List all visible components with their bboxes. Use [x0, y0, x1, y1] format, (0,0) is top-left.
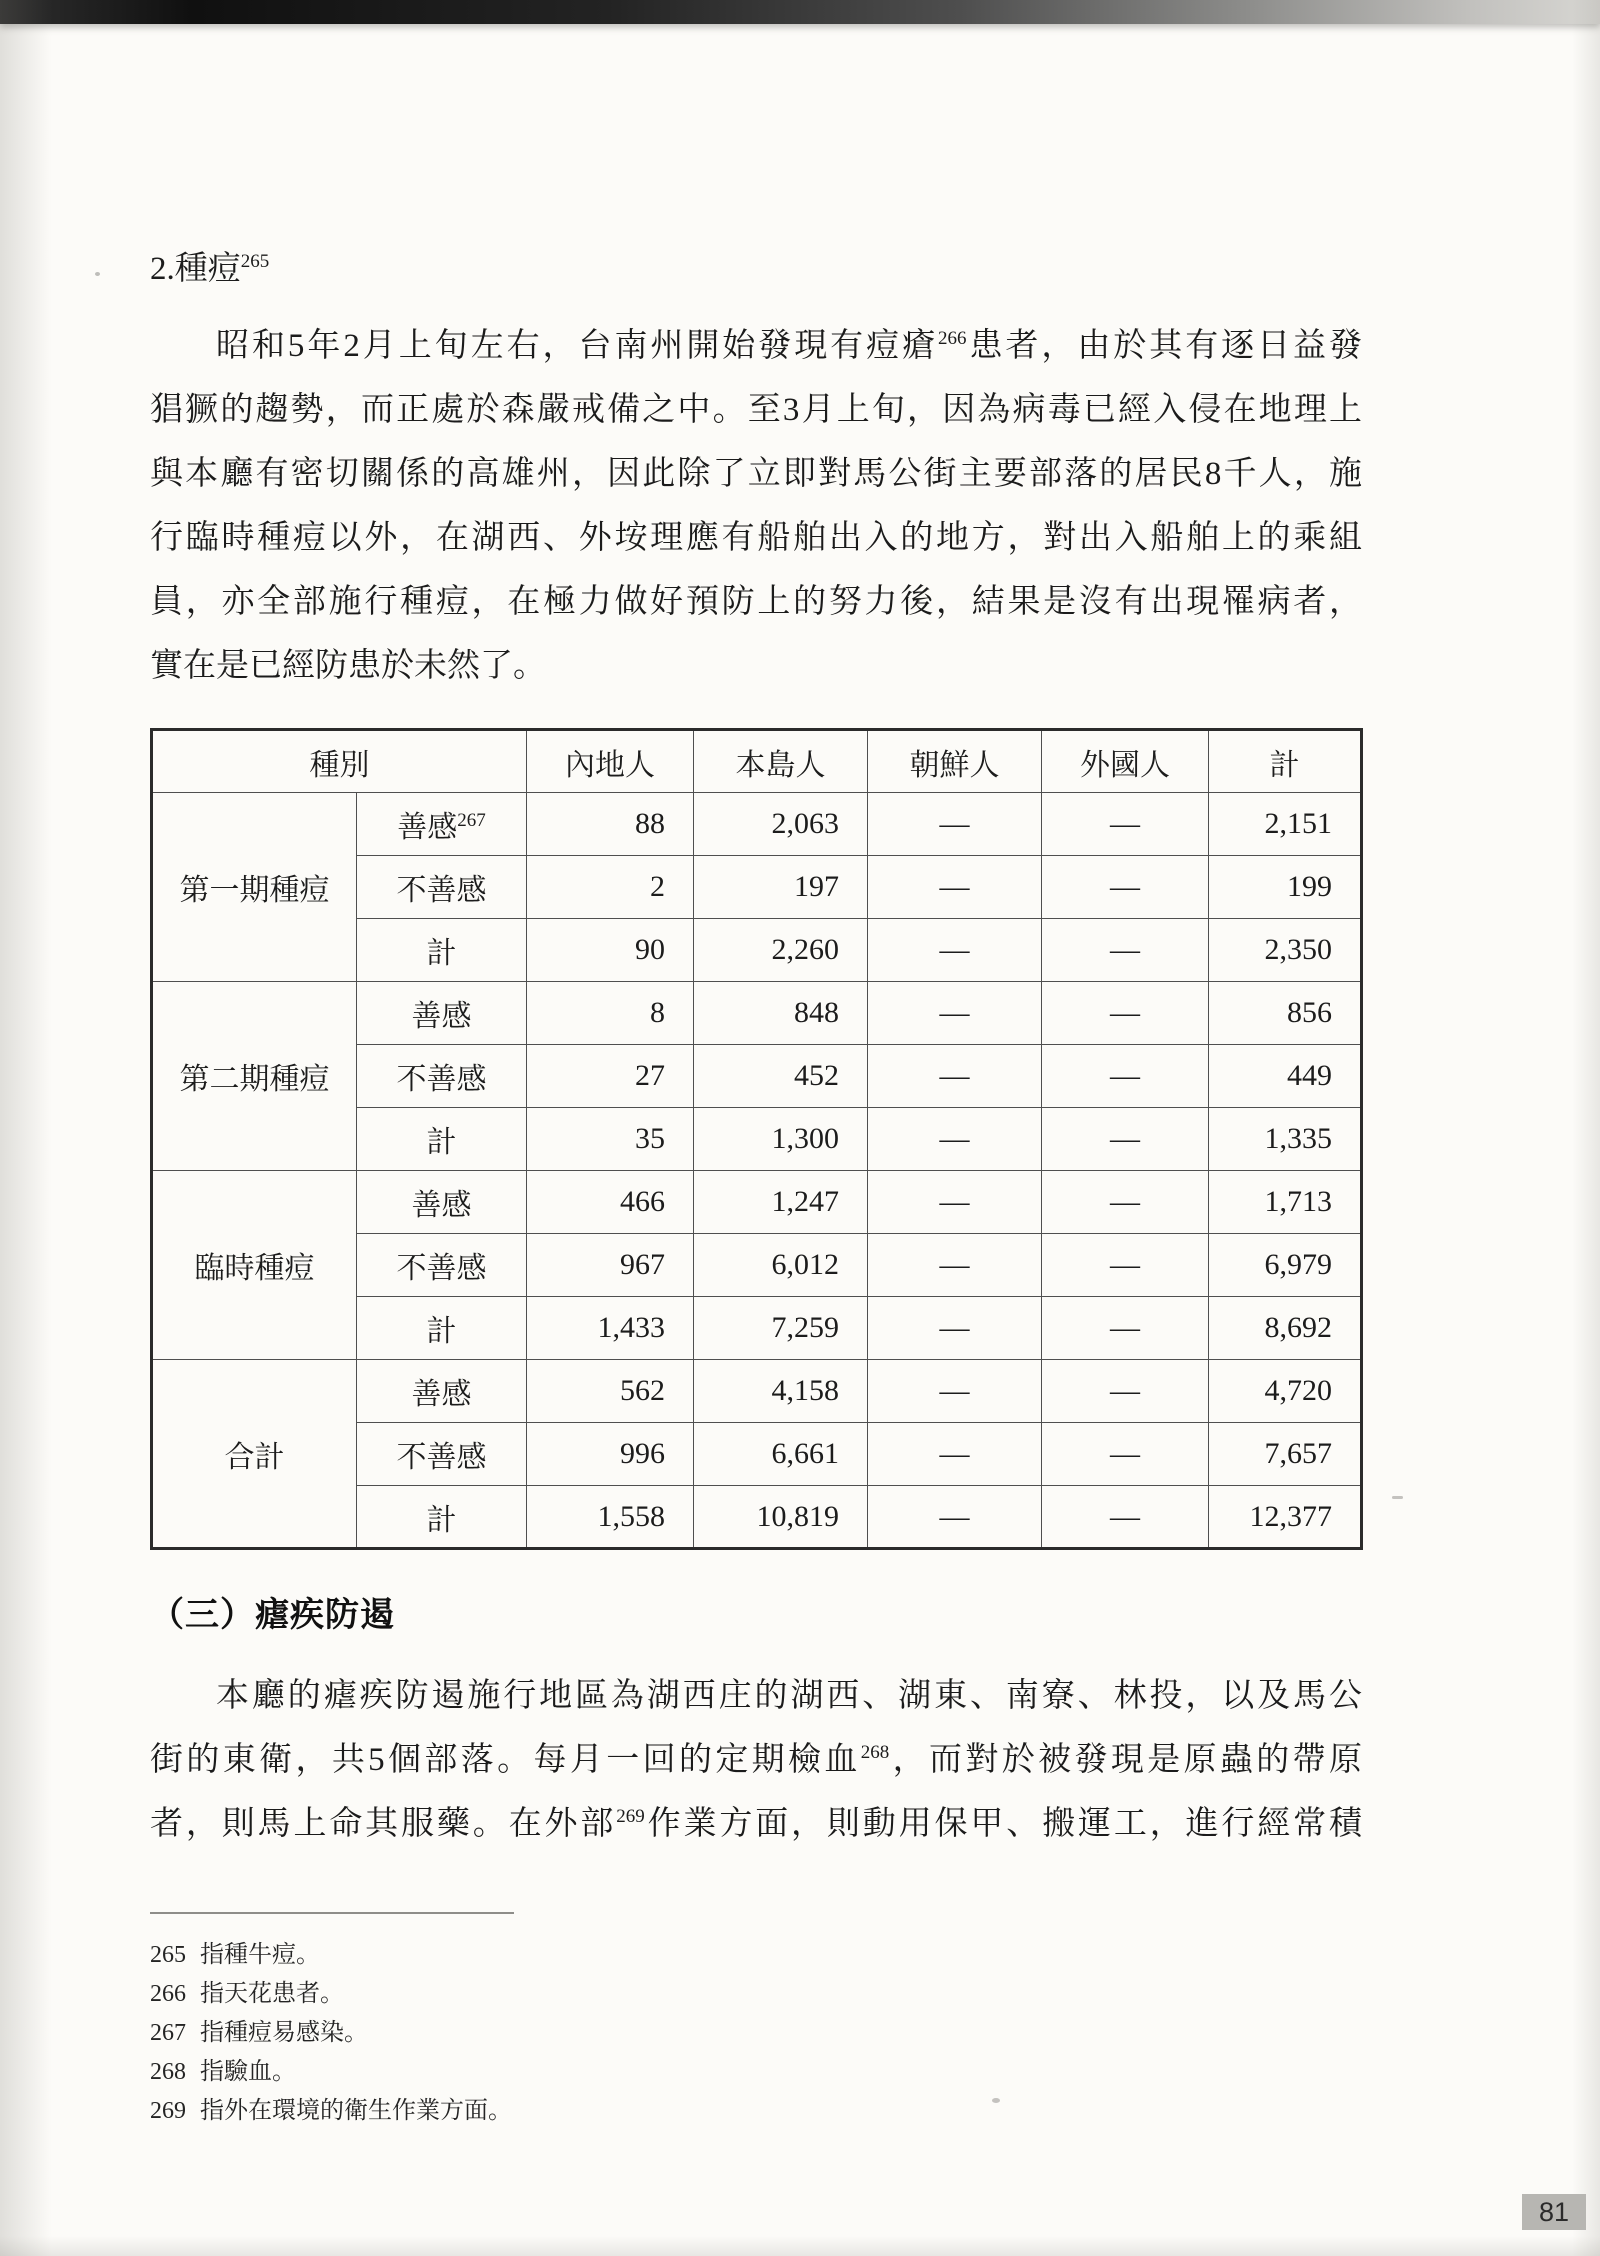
table-empty-cell: — [868, 1045, 1042, 1108]
table-value-cell: 2,151 [1209, 793, 1362, 856]
table-header-cell: 外國人 [1042, 730, 1209, 793]
text-line [150, 1792, 1362, 1856]
text-segment: 昭和5年2月上旬左右，台南州開始發現有痘瘡 [216, 328, 939, 364]
footnote-number: 266 [150, 1981, 186, 2007]
section-heading-vaccination-text: 2.種痘 [150, 251, 241, 287]
footnote-number: 267 [150, 2020, 186, 2046]
table-group-label: 第一期種痘 [152, 793, 357, 982]
footnote-item [150, 2014, 1362, 2053]
table-group-label: 第二期種痘 [152, 982, 357, 1171]
table-value-cell: 1,300 [694, 1108, 868, 1171]
footnote-text: 指種牛痘。 [200, 1942, 320, 1968]
scan-speck [95, 272, 100, 276]
table-group-label: 臨時種痘 [152, 1171, 357, 1360]
table-value-cell: 7,657 [1209, 1423, 1362, 1486]
scan-artifact-left-edge [0, 0, 52, 2256]
text-segment: 實在是已經防患於未然了。 [150, 648, 546, 684]
table-value-cell: 6,012 [694, 1234, 868, 1297]
footnote-ref: 268 [860, 1742, 890, 1763]
vaccination-statistics-table [150, 728, 1363, 1550]
table-header-row [152, 730, 1362, 793]
table-value-cell: 1,247 [694, 1171, 868, 1234]
text-line [150, 506, 1362, 570]
footnote-text: 指驗血。 [200, 2059, 296, 2085]
table-value-cell: 1,433 [527, 1297, 694, 1360]
text-segment: ，而對於被發現是原蟲的帶原 [889, 1742, 1363, 1778]
row-label-text: 善感 [411, 1378, 472, 1411]
table-empty-cell: — [1042, 1423, 1209, 1486]
footnote-ref: 269 [616, 1806, 645, 1827]
table-value-cell: 35 [527, 1108, 694, 1171]
text-segment: 者，則馬上命其服藥。在外部 [150, 1806, 617, 1842]
table-empty-cell: — [868, 1360, 1042, 1423]
paragraph-malaria [150, 1664, 1362, 1856]
text-segment: 本廳的瘧疾防遏施行地區為湖西庄的湖西、湖東、南寮、林投，以及馬公 [216, 1678, 1362, 1714]
table-value-cell: 199 [1209, 856, 1362, 919]
table-value-cell: 1,558 [527, 1486, 694, 1549]
table-value-cell: 27 [527, 1045, 694, 1108]
table-row-label [357, 856, 527, 919]
table-value-cell: 6,979 [1209, 1234, 1362, 1297]
table-row-label [357, 1360, 527, 1423]
table-value-cell: 4,720 [1209, 1360, 1362, 1423]
table-value-cell: 2,260 [694, 919, 868, 982]
table-empty-cell: — [1042, 1171, 1209, 1234]
row-label-text: 善感 [411, 1189, 472, 1222]
table-empty-cell: — [868, 919, 1042, 982]
table-value-cell: 848 [694, 982, 868, 1045]
footnote-text: 指外在環境的衛生作業方面。 [200, 2098, 512, 2124]
table-header-cell: 內地人 [527, 730, 694, 793]
table-value-cell: 90 [527, 919, 694, 982]
table-empty-cell: — [1042, 1360, 1209, 1423]
table-empty-cell: — [1042, 856, 1209, 919]
table-row-label [357, 1045, 527, 1108]
table-header-cell: 計 [1209, 730, 1362, 793]
footnote-ref: 265 [240, 251, 270, 272]
footnote-item [150, 1975, 1362, 2014]
table-value-cell: 10,819 [694, 1486, 868, 1549]
table-empty-cell: — [868, 982, 1042, 1045]
footnote-text: 指天花患者。 [200, 1981, 344, 2007]
text-line [150, 1664, 1362, 1728]
text-segment: 員，亦全部施行種痘，在極力做好預防上的努力後，結果是沒有出現罹病者， [150, 584, 1362, 620]
table-header-cell: 朝鮮人 [868, 730, 1042, 793]
table-row [152, 1360, 1362, 1423]
table-empty-cell: — [868, 1423, 1042, 1486]
table-header-cell: 種別 [152, 730, 527, 793]
table-row-label [357, 1171, 527, 1234]
row-label-text: 不善感 [396, 1252, 487, 1285]
text-line [150, 570, 1362, 634]
text-segment: 街的東衛，共5個部落。每月一回的定期檢血 [150, 1742, 861, 1778]
row-label-text: 不善感 [396, 1063, 487, 1096]
table-value-cell: 856 [1209, 982, 1362, 1045]
table-empty-cell: — [868, 1234, 1042, 1297]
page-number-badge [1522, 2194, 1586, 2230]
text-line [150, 634, 1362, 698]
scan-artifact-right-edge [1572, 0, 1600, 2256]
footnote-item [150, 1936, 1362, 1975]
table-row-label [357, 1234, 527, 1297]
table-empty-cell: — [868, 1486, 1042, 1549]
table-value-cell: 8 [527, 982, 694, 1045]
footnote-ref: 266 [938, 328, 967, 349]
text-segment: 患者，由於其有逐日益發 [966, 328, 1362, 364]
section-heading-vaccination [150, 246, 1362, 292]
table-value-cell: 88 [527, 793, 694, 856]
table-empty-cell: — [1042, 982, 1209, 1045]
table-value-cell: 7,259 [694, 1297, 868, 1360]
page-content [150, 246, 1362, 2131]
row-label-text: 計 [426, 937, 457, 970]
table-row-label [357, 982, 527, 1045]
table-row-label [357, 793, 527, 856]
page-number: 81 [1538, 2197, 1570, 2227]
text-line [150, 314, 1362, 378]
row-label-text: 不善感 [396, 874, 487, 907]
table-empty-cell: — [868, 1297, 1042, 1360]
table-row-label [357, 1423, 527, 1486]
table-empty-cell: — [1042, 1486, 1209, 1549]
text-line [150, 442, 1362, 506]
footnote-item [150, 2053, 1362, 2092]
text-segment: 與本廳有密切關係的高雄州，因此除了立即對馬公街主要部落的居民8千人，施 [150, 456, 1362, 492]
table-row [152, 1171, 1362, 1234]
table-empty-cell: — [1042, 1108, 1209, 1171]
footnote-ref: 267 [457, 810, 486, 831]
table-empty-cell: — [868, 856, 1042, 919]
table-row-label [357, 919, 527, 982]
table-value-cell: 1,335 [1209, 1108, 1362, 1171]
table-row-label [357, 1486, 527, 1549]
footnote-number: 265 [150, 1942, 186, 1968]
table-value-cell: 562 [527, 1360, 694, 1423]
table-value-cell: 466 [527, 1171, 694, 1234]
table-value-cell: 197 [694, 856, 868, 919]
table-row [152, 982, 1362, 1045]
table-value-cell: 449 [1209, 1045, 1362, 1108]
table-empty-cell: — [1042, 1045, 1209, 1108]
footnotes [150, 1936, 1362, 2131]
scan-artifact-top-edge [0, 0, 1600, 24]
paragraph-vaccination [150, 314, 1362, 698]
table-value-cell: 2 [527, 856, 694, 919]
scan-artifact-bottom-edge [0, 2236, 1600, 2256]
table-empty-cell: — [1042, 793, 1209, 856]
table-value-cell: 452 [694, 1045, 868, 1108]
table-row-label [357, 1297, 527, 1360]
table-value-cell: 8,692 [1209, 1297, 1362, 1360]
text-line [150, 378, 1362, 442]
table-empty-cell: — [868, 793, 1042, 856]
text-segment: 行臨時種痘以外，在湖西、外垵理應有船舶出入的地方，對出入船舶上的乘組 [150, 520, 1362, 556]
footnote-text: 指種痘易感染。 [200, 2020, 368, 2046]
table-value-cell: 996 [527, 1423, 694, 1486]
table-value-cell: 2,350 [1209, 919, 1362, 982]
row-label-text: 善感 [397, 811, 458, 844]
section-heading-malaria: （三）瘧疾防遏 [150, 1596, 395, 1634]
table-value-cell: 4,158 [694, 1360, 868, 1423]
table-value-cell: 1,713 [1209, 1171, 1362, 1234]
text-segment: 猖獗的趨勢，而正處於森嚴戒備之中。至3月上旬，因為病毒已經入侵在地理上 [150, 392, 1362, 428]
table-header-cell: 本島人 [694, 730, 868, 793]
table-empty-cell: — [868, 1171, 1042, 1234]
footnote-number: 269 [150, 2098, 186, 2124]
table-value-cell: 6,661 [694, 1423, 868, 1486]
row-label-text: 不善感 [396, 1441, 487, 1474]
table-group-label: 合計 [152, 1360, 357, 1549]
table-value-cell: 2,063 [694, 793, 868, 856]
row-label-text: 計 [426, 1126, 457, 1159]
table-row-label [357, 1108, 527, 1171]
table-empty-cell: — [868, 1108, 1042, 1171]
footnote-item [150, 2092, 1362, 2131]
row-label-text: 善感 [411, 1000, 472, 1033]
table-row [152, 793, 1362, 856]
row-label-text: 計 [426, 1503, 457, 1537]
row-label-text: 計 [426, 1315, 457, 1348]
table-value-cell: 967 [527, 1234, 694, 1297]
table-empty-cell: — [1042, 1234, 1209, 1297]
table-empty-cell: — [1042, 1297, 1209, 1360]
table-empty-cell: — [1042, 919, 1209, 982]
text-line [150, 1728, 1362, 1792]
text-segment: 作業方面，則動用保甲、搬運工，進行經常積 [644, 1806, 1363, 1842]
table-value-cell: 12,377 [1209, 1486, 1362, 1549]
footnote-separator [150, 1912, 514, 1914]
footnote-number: 268 [150, 2059, 186, 2085]
scan-speck [1392, 1496, 1403, 1499]
